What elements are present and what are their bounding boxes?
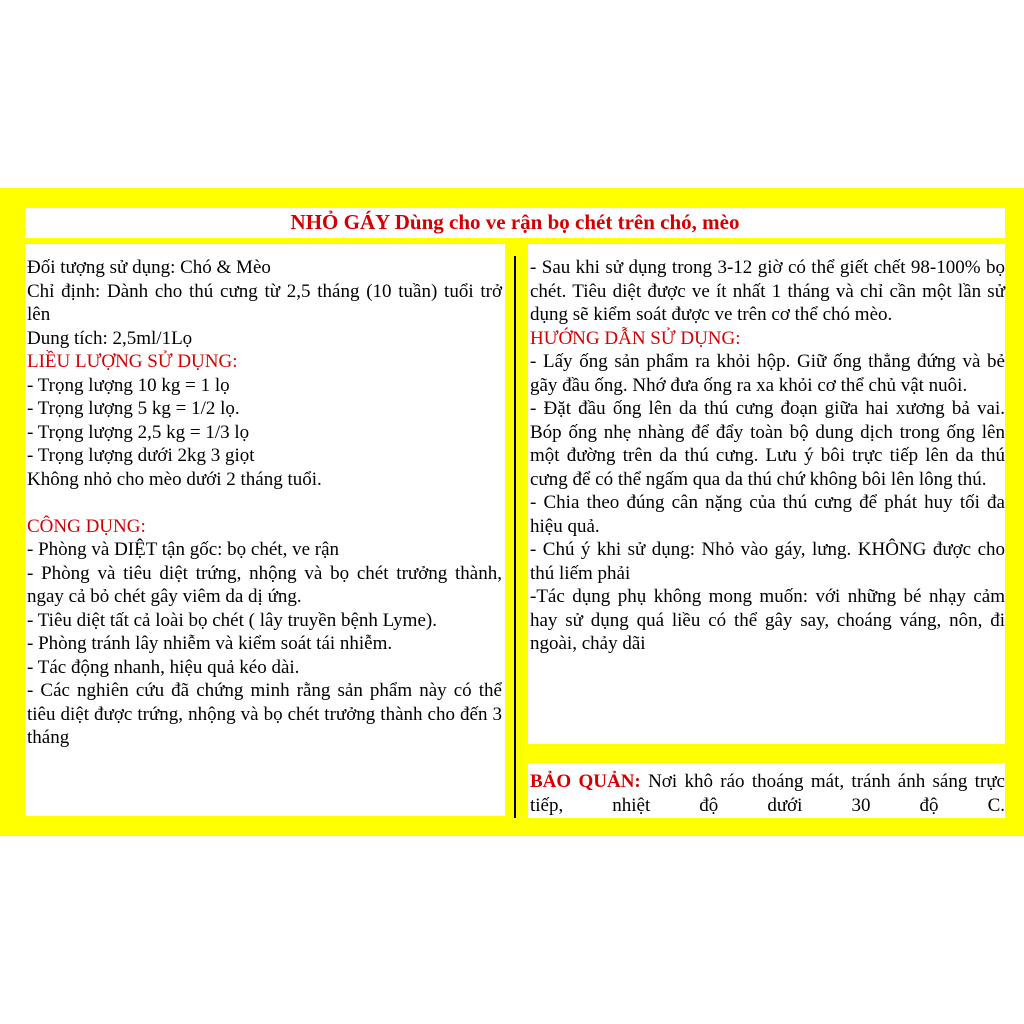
instruction-item: - Đặt đầu ống lên da thú cưng đoạn giữa hai xương bả vai. Bóp ống nhẹ nhàng để đẩy toàn bộ dung dịch trong ống lên một đường trên da thú cưng. Lưu ý bôi trực tiếp lên da thú cưng để có thể ngấm qua da thú chứ không bôi lên lông thú. (530, 398, 1005, 490)
title-box (25, 208, 1005, 238)
indication-line: Chỉ định: Dành cho thú cưng từ 2,5 tháng (10 tuần) tuổi trở lên (27, 280, 502, 325)
storage-label: BẢO QUẢN: (530, 771, 641, 792)
dosage-heading: LIỀU LƯỢNG SỬ DỤNG: (27, 351, 238, 372)
storage-text: Nơi khô ráo thoáng mát, tránh ánh sáng trực tiếp, nhiệt độ dưới 30 độ C. (530, 771, 1005, 816)
instruction-item: - Chia theo đúng cân nặng của thú cưng để phát huy tối đa hiệu quả. (530, 492, 1005, 537)
right-column (530, 256, 1005, 656)
uses-item: - Tác động nhanh, hiệu quả kéo dài. (27, 656, 300, 678)
uses-item: - Các nghiên cứu đã chứng minh rằng sản phẩm này có thể tiêu diệt được trứng, nhộng và bọ chét trưởng thành cho đến 3 tháng (27, 680, 502, 748)
product-title: NHỎ GÁY Dùng cho ve rận bọ chét trên chó, mèo (290, 210, 740, 234)
instruction-item: -Tác dụng phụ không mong muốn: với những bé nhạy cảm hay sử dụng quá liều có thể gây say, choáng váng, nôn, đi ngoài, chảy dãi (530, 586, 1005, 654)
dosage-item: - Trọng lượng 5 kg = 1/2 lọ. (27, 398, 240, 419)
instruction-item: - Lấy ống sản phẩm ra khỏi hộp. Giữ ống thẳng đứng và bẻ gãy đầu ống. Nhớ đưa ống ra xa khỏi cơ thể chủ vật nuôi. (530, 351, 1005, 396)
uses-item: - Phòng tránh lây nhiễm và kiểm soát tái nhiễm. (27, 633, 393, 654)
target-line: Đối tượng sử dụng: Chó & Mèo (27, 257, 271, 278)
uses-item: - Tiêu diệt tất cả loài bọ chét ( lây truyền bệnh Lyme). (27, 609, 437, 631)
uses-item: - Phòng và DIỆT tận gốc: bọ chét, ve rận (27, 539, 340, 560)
instruction-item: - Chú ý khi sử dụng: Nhỏ vào gáy, lưng. KHÔNG được cho thú liếm phải (530, 539, 1005, 584)
uses-heading: CÔNG DỤNG: (27, 515, 146, 537)
dosage-note: Không nhỏ cho mèo dưới 2 tháng tuổi. (27, 468, 322, 490)
column-divider (514, 256, 516, 818)
effect-text: - Sau khi sử dụng trong 3-12 giờ có thể giết chết 98-100% bọ chét. Tiêu diệt được ve ít nhất 1 tháng và chỉ cần một lần sử dụng sẽ kiểm soát được ve trên cơ thể chó mèo. (530, 257, 1005, 325)
volume-line: Dung tích: 2,5ml/1Lọ (27, 327, 193, 349)
dosage-item: - Trọng lượng 2,5 kg = 1/3 lọ (27, 421, 250, 443)
storage-note (530, 770, 1005, 817)
dosage-item: - Trọng lượng dưới 2kg 3 giọt (27, 445, 255, 466)
uses-item: - Phòng và tiêu diệt trứng, nhộng và bọ chét trưởng thành, ngay cả bỏ chét gây viêm da dị ứng. (27, 562, 502, 607)
instructions-heading: HƯỚNG DẪN SỬ DỤNG: (530, 327, 741, 349)
left-column (27, 256, 502, 750)
dosage-item: - Trọng lượng 10 kg = 1 lọ (27, 374, 230, 396)
